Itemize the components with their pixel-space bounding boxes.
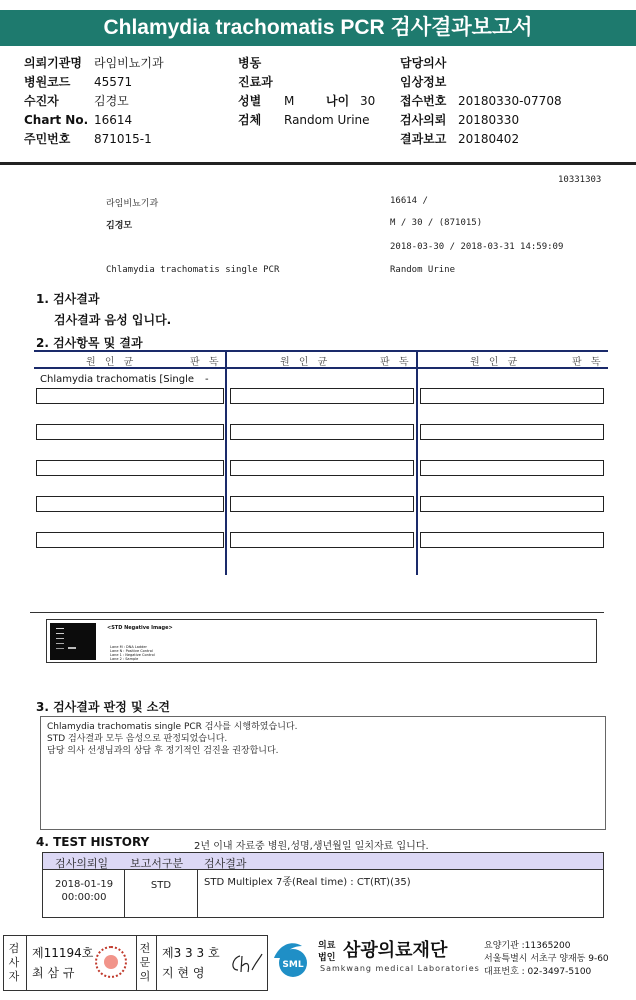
history-type: STD [150,880,172,891]
section2-title: 2. 검사항목 및 결과 [36,336,143,350]
gel-band [56,638,64,639]
header-col1 [24,54,164,149]
history-col-divider [197,870,198,917]
history-time-value: 00:00:00 [61,892,107,903]
history-result-header: 검사결과 [204,857,247,870]
divider [136,936,137,990]
gel-legend-item: Lane 2 : Sample [110,657,139,661]
resident-no-value: 871015-1 [94,132,152,146]
report-clinic: 라임비뇨기과 [106,199,159,209]
foundation-type-line: 의료 [318,941,336,951]
result-cell [230,460,414,476]
divider [156,936,157,990]
opinion-line: 담당 의사 선생님과의 상담 후 정기적인 검진을 권장합니다. [47,746,279,756]
receipt-no-label: 접수번호 [400,94,447,108]
foundation-type-line: 법인 [318,953,336,963]
examiner-label [8,942,20,984]
section1-title: 1. 검사결과 [36,292,100,306]
gel-band [56,628,64,629]
col1-organism-header: 원 인 균 [86,357,137,368]
specialist-label [139,942,151,984]
gel-legend-item: Lane M : DNA Ladder [110,645,147,649]
report-dates: 2018-03-30 / 2018-03-31 14:59:09 [390,242,564,252]
result-cell [230,496,414,512]
first-item-name: Chlamydia trachomatis [Single [40,374,195,385]
table-divider-2 [416,350,418,575]
col2-reading-header: 판 독 [380,357,412,368]
gel-band [56,633,64,634]
divider [26,936,27,990]
specimen-row [238,111,370,130]
seal-center [104,955,118,969]
sml-logo-icon [270,936,316,982]
specialist-name: 지 현 영 [162,966,205,980]
opinion-line: Chlamydia trachomatis single PCR 검사를 시행하였습니다. [47,722,298,732]
dept-label: 진료과 [238,75,273,89]
foundation-info [484,940,609,979]
report-patient: 김경모 [106,221,133,231]
examiner-seal [95,946,127,978]
report-date-label: 결과보고 [400,132,447,146]
table-top-line [34,350,608,352]
report-date-value: 20180402 [458,132,520,146]
opinion-box [40,716,606,830]
section1-result: 검사결과 음성 입니다. [54,313,172,327]
age-label: 나이 [326,94,350,108]
sex-value: M [284,94,295,108]
report-title: Chlamydia trachomatis PCR 검사결과보고서 [0,10,636,46]
report-code: 10331303 [558,175,602,185]
sex-label: 성별 [238,94,262,108]
first-item-result: - [205,374,209,385]
clinic-value: 라임비뇨기과 [94,56,164,70]
examiner-label-char: 검 [8,942,20,955]
gel-image [50,623,96,660]
gel-band [56,643,64,644]
chart-no-label: Chart No. [24,113,89,127]
specialist-no: 제3 3 3 호 [162,946,220,960]
section-divider [30,612,604,613]
result-cell [36,424,224,440]
request-date-value: 20180330 [458,113,520,127]
history-date [51,878,117,904]
result-cell [420,388,604,404]
history-col-divider [124,870,125,917]
gel-legend [110,645,155,661]
gel-band [56,648,64,649]
section3-title: 3. 검사결과 판정 및 소견 [36,700,170,714]
signature-box [3,935,268,991]
result-cell [420,496,604,512]
col3-organism-header: 원 인 균 [470,357,521,368]
specialist-label-char: 문 [139,956,151,969]
receipt-no-value: 20180330-07708 [458,94,562,108]
foundation-type [318,940,335,964]
result-cell [420,460,604,476]
opinion-text [47,721,297,757]
examiner-name: 최 삼 규 [32,966,75,980]
history-date-header: 검사의뢰일 [55,857,109,870]
patient-label: 수진자 [24,94,59,108]
resident-no-label: 주민번호 [24,132,71,146]
result-cell [420,424,604,440]
result-cell [230,388,414,404]
gel-legend-item: Lane 1 : Negative Control [110,653,155,657]
foundation-name: 삼광의료재단 [343,940,448,961]
result-cell [36,460,224,476]
specimen-value: Random Urine [284,113,370,127]
clinic-label: 의뢰기관명 [24,56,82,70]
section4-title: 4. TEST HISTORY [36,835,150,849]
history-row [42,870,604,918]
ward-label: 병동 [238,56,262,70]
clinical-info-label: 임상정보 [400,75,447,89]
result-cell [420,532,604,548]
hospital-code-label: 병원코드 [24,75,71,89]
patient-value: 김경모 [94,94,129,108]
examiner-label-char: 사 [8,956,20,969]
foundation-info-line: 대표번호 : 02-3497-5100 [484,967,592,977]
table-divider-1 [225,350,227,575]
gel-caption: <STD Negative Image> [107,625,173,631]
specialist-label-char: 의 [139,970,151,983]
history-date-value: 2018-01-19 [54,879,114,890]
col1-reading-header: 판 독 [190,357,222,368]
foundation-english: Samkwang medical Laboratories [320,964,480,973]
hospital-code-value: 45571 [94,75,133,89]
specimen-label: 검체 [238,113,262,127]
foundation-info-line: 요양기관 :11365200 [484,941,571,951]
opinion-line: STD 검사결과 모두 음성으로 판정되었습니다. [47,734,228,744]
sml-logo-text: SML [282,960,304,970]
signature-icon [226,952,264,976]
col3-reading-header: 판 독 [572,357,604,368]
history-type-header: 보고서구분 [130,857,184,870]
request-date-label: 검사의뢰 [400,113,447,127]
gel-legend-item: Lane N : Positive Control [110,649,153,653]
report-sex-age: M / 30 / (871015) [390,218,483,228]
history-result: STD Multiplex 7종(Real time) : CT(RT)(35) [204,877,411,888]
col2-organism-header: 원 인 균 [280,357,331,368]
specialist-label-char: 전 [139,942,151,955]
history-header-row [42,852,604,870]
foundation-info-line: 서울특별시 서초구 양재동 9-60 [484,954,609,964]
age-value: 30 [360,94,376,108]
result-cell [36,532,224,548]
header-col3 [400,54,562,149]
report-chart-line: 16614 / [390,196,428,206]
sex-age-row [238,92,375,111]
doctor-label: 담당의사 [400,56,447,70]
examiner-no: 제11194호 [32,946,94,960]
examiner-label-char: 자 [8,970,20,983]
chart-no-value: 16614 [94,113,133,127]
result-cell [230,424,414,440]
gel-image-panel [46,619,597,663]
result-cell [36,496,224,512]
report-specimen: Random Urine [390,265,456,275]
history-note: 2년 이내 자료중 병원,성명,생년월일 일치자료 입니다. [194,841,429,852]
header-divider [0,162,636,165]
gel-band [68,647,76,649]
result-cell [230,532,414,548]
report-test-name: Chlamydia trachomatis single PCR [106,265,280,275]
result-cell [36,388,224,404]
